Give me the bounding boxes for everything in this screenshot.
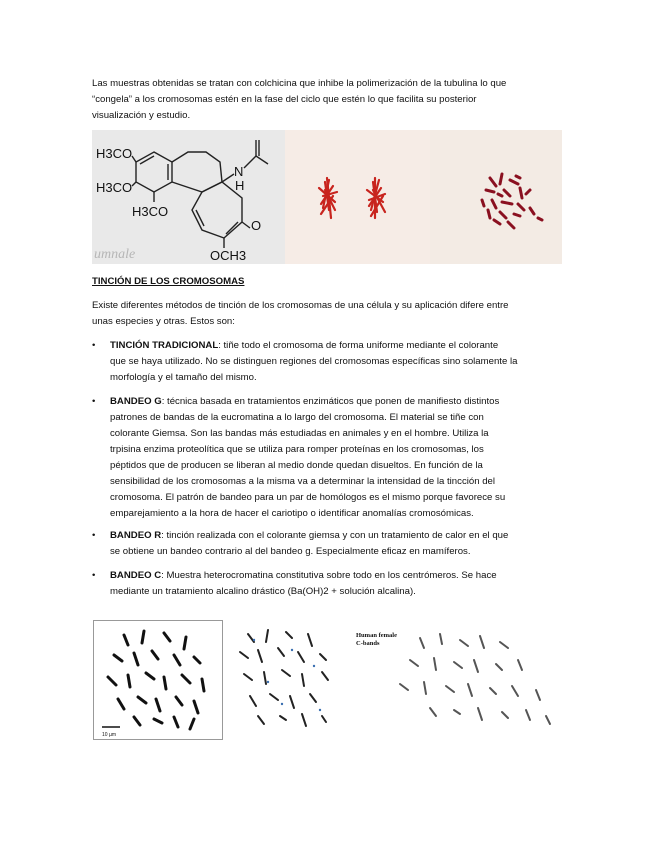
bullet-line: : técnica basada en tratamientos enzimáticos que ponen de manifiesto distintos [161,396,500,407]
r-banding-spread-image [228,620,343,740]
intro-paragraph [92,76,562,124]
bullet-marker: • [92,396,96,407]
bullet-line: patrones de bandas de la eucromatina a lo largo del cromosoma. El material se tiñe con [110,412,484,423]
bullet-line: trpisina enzima proteolítica que se utiliza para romper proteínas en los cromosomas, los [110,444,484,455]
bullet-line: : tinción realizada con el colorante giemsa y con un tratamiento de calor en el que [161,530,509,541]
bullet-line: se obtiene un bandeo contrario al del bandeo g. Especialmente eficaz en mamíferos. [110,546,471,557]
bullet-line: sensibilidad de los cromosomas a la misma va a determinar la intensidad de la tincción del [110,476,496,487]
bullet-term: BANDEO C [110,570,162,581]
bullet-line: mediante un tratamiento alcalino drástico (Ba(OH)2 + solución alcalina). [110,586,416,597]
bullet-term: BANDEO G [110,396,162,407]
intro-line: “congela” a los cromosomas estén en la fase del ciclo que estén lo que facilita su posterior [92,94,477,105]
section-intro-line: unas especies y otras. Estos son: [92,316,235,327]
bullet-tincion-tradicional [92,338,564,386]
chem-label: H3CO [96,146,133,161]
intro-line: visualización y estudio. [92,110,191,121]
bullet-marker: • [92,340,96,351]
bullet-line: que se haya utilizado. No se distinguen regiones del cromosomas específicas sino solamente la [110,356,518,367]
c-band-title: Human female [356,632,397,639]
section-intro [92,298,562,330]
bullet-line: colorante Giemsa. Son las bandas más estudiadas en animales y en el hombre. Utiliza la [110,428,489,439]
chromosome-spread-image [430,130,562,264]
bullet-line: morfología y el tamaño del mismo. [110,372,257,383]
bullet-marker: • [92,570,96,581]
bullet-bandeo-c [92,568,564,600]
section-intro-line: Existe diferentes métodos de tinción de los cromosomas de una célula y su aplicación difere entre [92,300,509,311]
c-banding-spread-image [350,620,560,740]
chem-label: OCH3 [210,248,247,263]
chem-label: H [235,178,245,193]
intro-line: Las muestras obtenidas se tratan con colchicina que inhibe la polimerización de la tubulina lo que [92,78,507,89]
section-heading: TINCIÓN DE LOS CROMOSOMAS [92,276,245,287]
bullet-line: emparejamiento a la hora de hacer el cariotipo o identificar anomalías cromosómicas. [110,508,474,519]
bullet-bandeo-r [92,528,564,560]
chem-label: H3CO [96,180,133,195]
bullet-marker: • [92,530,96,541]
bullet-term: TINCIÓN TRADICIONAL [110,340,219,351]
g-banding-karyotype-image [93,620,223,740]
bullet-line: péptidos que de producen se liberan al medio donde quedan disueltos. En función de la [110,460,483,471]
bullet-term: BANDEO R [110,530,162,541]
chem-label: N [234,164,244,179]
c-band-subtitle: C-bands [356,640,380,647]
bullet-line: : tiñe todo el cromosoma de forma uniforme mediante el colorante [218,340,499,351]
bullet-line: cromosoma. El patrón de bandeo para un par de homólogos es el mismo porque favorece su [110,492,506,503]
bullet-bandeo-g [92,394,564,522]
chem-label: O [251,218,262,233]
chem-label: H3CO [132,204,169,219]
bullet-line: : Muestra heterocromatina constitutiva sobre todo en los centrómeros. Se hace [161,570,497,581]
watermark-text: umnale [94,247,136,262]
metaphase-stained-image [285,130,430,264]
top-figure [92,130,562,264]
scale-label: 10 µm [102,732,116,738]
colchicine-structure-image [92,130,285,264]
